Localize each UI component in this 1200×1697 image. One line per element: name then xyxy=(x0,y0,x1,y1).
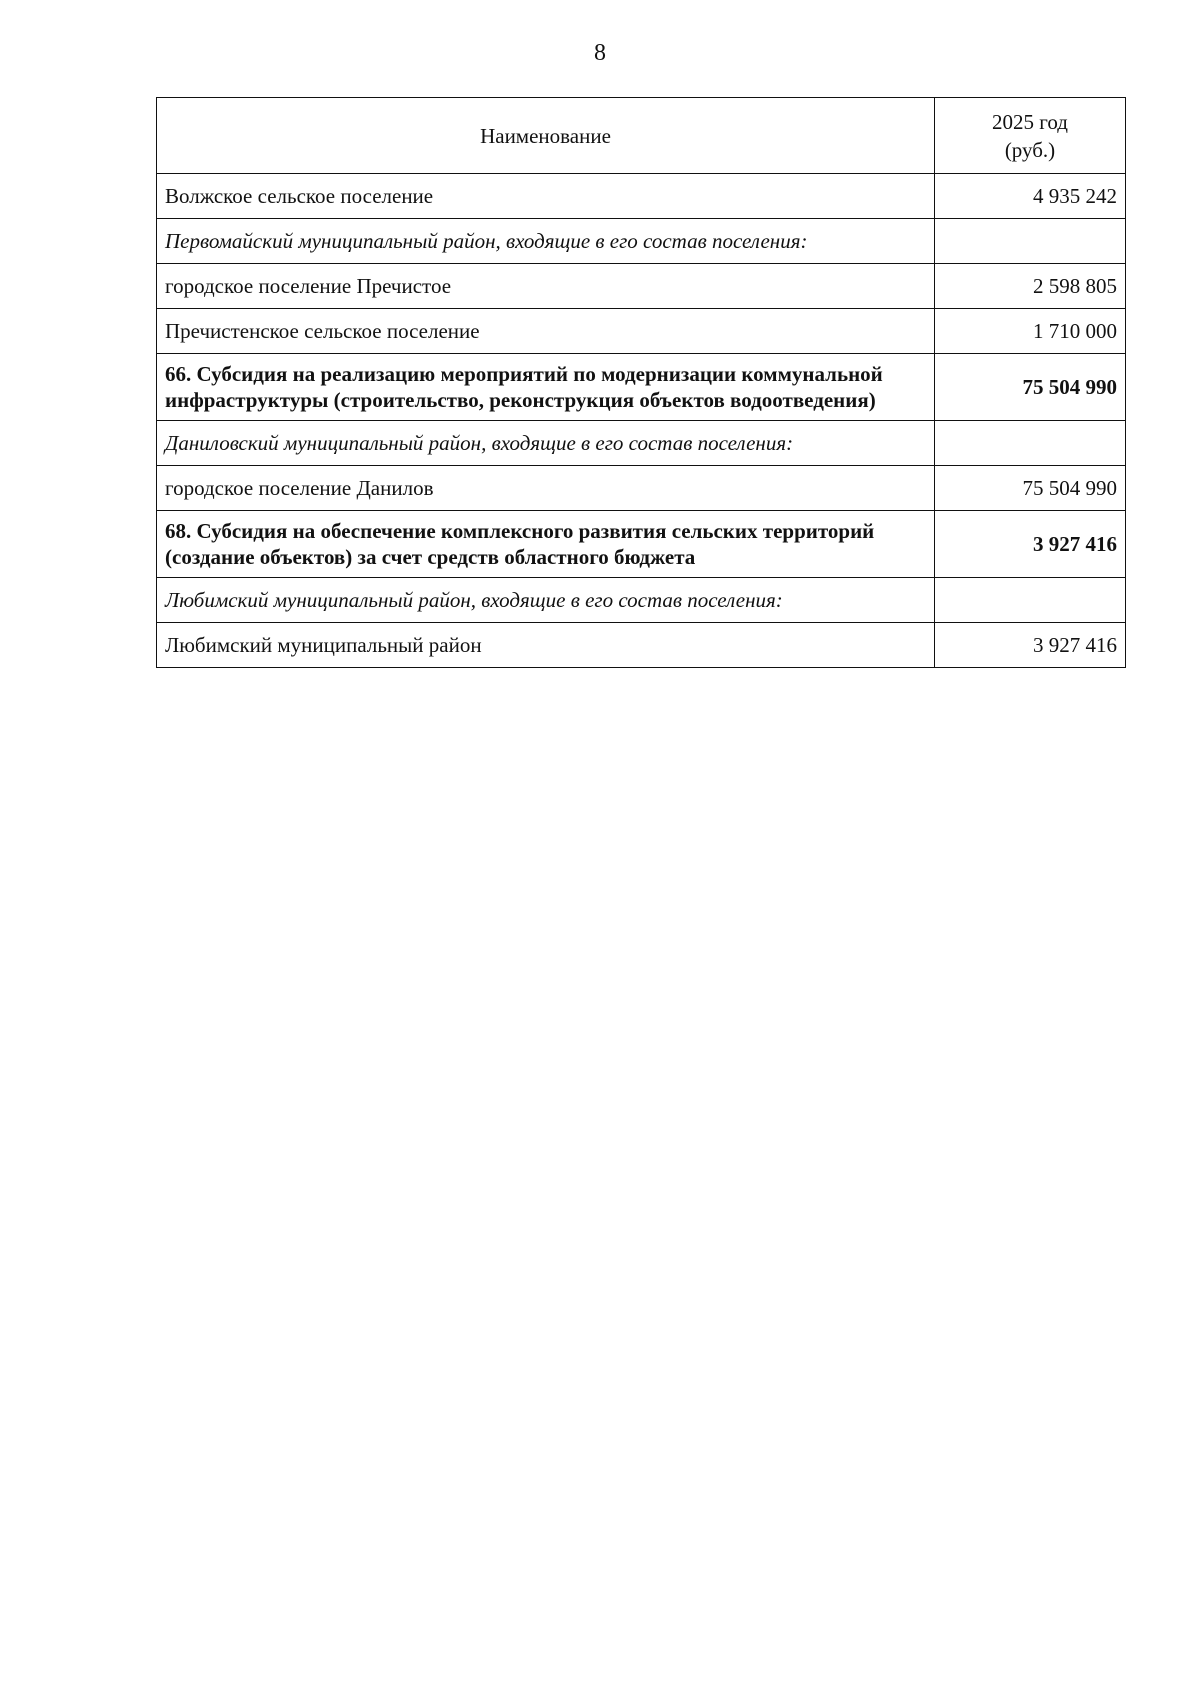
header-unit: (руб.) xyxy=(1004,137,1056,162)
subsidy-row xyxy=(157,354,1126,421)
table-row xyxy=(157,174,1126,219)
subsidy-name: 66. Субсидия на реализацию мероприятий по модернизации коммунальной инфраструктуры (строительство, реконструкция объектов водоотведения) xyxy=(157,354,935,421)
row-name: Пречистенское сельское поселение xyxy=(157,309,935,354)
row-value: 1 710 000 xyxy=(935,309,1126,354)
row-value: 3 927 416 xyxy=(935,623,1126,668)
subsidy-value: 3 927 416 xyxy=(935,511,1126,578)
header-year: 2025 год xyxy=(992,109,1068,134)
table-row xyxy=(157,309,1126,354)
table-row xyxy=(157,623,1126,668)
table-row xyxy=(157,264,1126,309)
header-name-cell: Наименование xyxy=(157,98,935,174)
subsidy-value: 75 504 990 xyxy=(935,354,1126,421)
row-name: городское поселение Данилов xyxy=(157,466,935,511)
header-year-cell xyxy=(935,98,1126,174)
row-name: городское поселение Пречистое xyxy=(157,264,935,309)
row-value: 75 504 990 xyxy=(935,466,1126,511)
row-value xyxy=(935,578,1126,623)
row-value xyxy=(935,219,1126,264)
district-name: Первомайский муниципальный район, входящие в его состав поселения: xyxy=(157,219,935,264)
row-name: Волжское сельское поселение xyxy=(157,174,935,219)
subsidy-row xyxy=(157,511,1126,578)
budget-table xyxy=(156,97,1126,668)
row-name: Любимский муниципальный район xyxy=(157,623,935,668)
row-value: 2 598 805 xyxy=(935,264,1126,309)
page-number: 8 xyxy=(594,40,606,66)
table-row xyxy=(157,466,1126,511)
district-name: Даниловский муниципальный район, входящие в его состав поселения: xyxy=(157,421,935,466)
subsidy-name: 68. Субсидия на обеспечение комплексного развития сельских территорий (создание объектов) за счет средств областного бюджета xyxy=(157,511,935,578)
district-row xyxy=(157,421,1126,466)
table-header-row xyxy=(157,98,1126,174)
district-name: Любимский муниципальный район, входящие в его состав поселения: xyxy=(157,578,935,623)
district-row xyxy=(157,578,1126,623)
district-row xyxy=(157,219,1126,264)
row-value xyxy=(935,421,1126,466)
row-value: 4 935 242 xyxy=(935,174,1126,219)
